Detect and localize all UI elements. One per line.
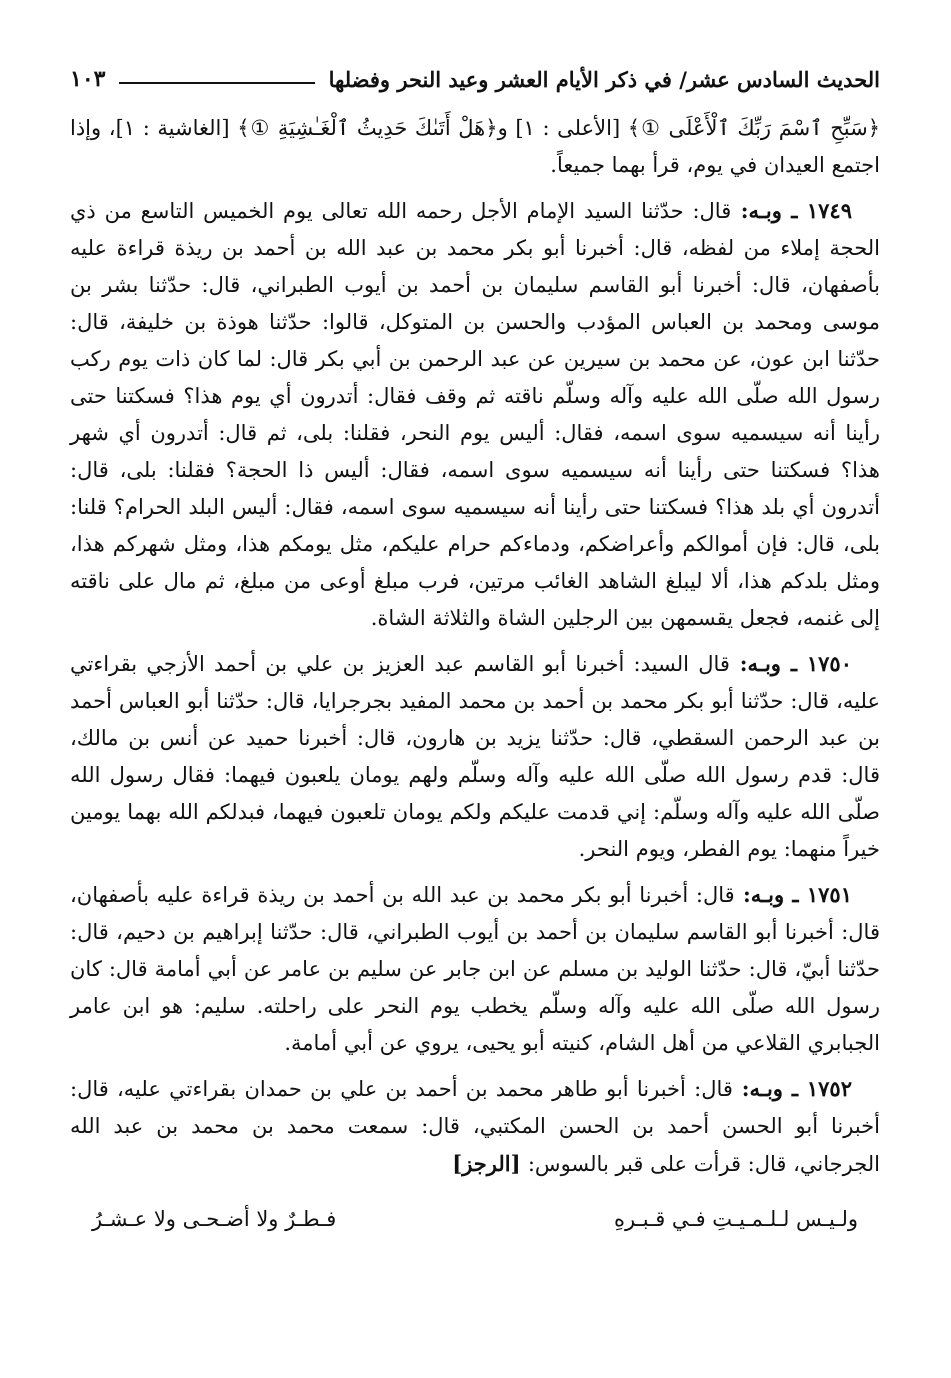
hadith-1751 xyxy=(70,876,880,1062)
chapter-title: الحديث السادس عشر/ في ذكر الأيام العشر وعيد النحر وفضلها xyxy=(328,66,880,92)
hadith-number: ١٧٥١ xyxy=(806,882,852,907)
hadith-text: قال: أخبرنا أبو طاهر محمد بن أحمد بن علي بن حمدان بقراءتي عليه، قال: أخبرنا أبو الحسن أحمد بن الحسن المكتبي، قال: سمعت محمد بن محمد بن عبد الله الجرجاني، قال: قرأت على قبر بالسوس: xyxy=(70,1077,880,1176)
hadith-marker: ـ وبـه: xyxy=(732,1076,807,1101)
hadith-text: قال: حدّثنا السيد الإمام الأجل رحمه الله تعالى يوم الخميس التاسع من ذي الحجة إملاء من لفظه، قال: أخبرنا أبو بكر محمد بن عبد الله بن أحمد بن ريذة قراءة عليه بأصفهان، قال: أخبرنا أبو القاسم سليمان بن أحمد بن أيوب الطبراني، قال: حدّثنا بشر بن موسى ومحمد بن العباس المؤدب والحسن بن المتوكل، قالوا: حدّثنا هوذة بن خليفة، قال: حدّثنا ابن عون، عن محمد بن سيرين عن عبد الرحمن بن أبي بكر قال: لما كان ذات يوم ركب رسول الله صلّى الله عليه وآله وسلّم ناقته ثم وقف فقال: أتدرون أي يوم هذا؟ فسكتنا حتى رأينا أنه سيسميه سوى اسمه، فقال: أليس يوم النحر، فقلنا: بلى، ثم قال: أتدرون أي شهر هذا؟ فسكتنا حتى رأينا أنه سيسميه سوى اسمه، فقال: أليس ذا الحجة؟ فقلنا: بلى، قال: أتدرون أي بلد هذا؟ فسكتنا حتى رأينا أنه سيسميه سوى اسمه، فقال: أليس البلد الحرام؟ قلنا: بلى، قال: فإن أموالكم وأعراضكم، ودماءكم حرام عليكم، مثل يومكم هذا، ومثل شهركم هذا، ومثل بلدكم هذا، ألا ليبلغ الشاهد الغائب مرتين، فرب مبلغ أوعى من مبلغ، ثم مال على ناقته إلى غنمه، فجعل يقسمهن بين الرجلين الشاة والثلاثة الشاة. xyxy=(70,199,880,630)
poem-second-hemistich: فـطـرٌ ولا أضـحـى ولا عـشـرُ xyxy=(92,1207,337,1231)
hadith-number: ١٧٥٢ xyxy=(806,1076,852,1101)
hadith-marker: ـ وبـه: xyxy=(729,651,807,676)
hadith-text: قال السيد: أخبرنا أبو القاسم عبد العزيز بن علي بن أحمد الأزجي بقراءتي عليه، قال: حدّثنا أبو بكر محمد بن أحمد بن محمد المفيد بجرجرايا، قال: حدّثنا أبو العباس أحمد بن عبد الرحمن السقطي، قال: حدّثنا يزيد بن هارون، قال: أخبرنا حميد عن أنس بن مالك، قال: قدم رسول الله صلّى الله عليه وآله وسلّم ولهم يومان يلعبون فيهما: فقال رسول الله صلّى الله عليه وآله وسلّم: إني قدمت عليكم ولكم يومان تلعبون فيهما، فبدلكم الله بهما يومين خيراً منهما: يوم الفطر، ويوم النحر. xyxy=(70,652,880,861)
header-rule xyxy=(119,82,314,84)
poem-verse xyxy=(70,1201,880,1238)
page-number: ١٠٣ xyxy=(70,65,106,92)
hadith-number: ١٧٥٠ xyxy=(806,651,852,676)
poem-meter: [الرجز] xyxy=(452,1151,528,1176)
hadith-marker: ـ وبـه: xyxy=(731,198,807,223)
poem-first-hemistich: ولـيـس لـلـمـيـتِ فـي قـبـرهِ xyxy=(613,1207,858,1231)
hadith-marker: ـ وبـه: xyxy=(734,882,807,907)
book-page xyxy=(70,52,880,1238)
hadith-number: ١٧٤٩ xyxy=(806,198,852,223)
intro-paragraph: ﴿سَبِّحِ ٱسْمَ رَبِّكَ ٱلْأَعْلَى ①﴾ [الأعلى : ١] و﴿هَلْ أَتَىٰكَ حَدِيثُ ٱلْغَـٰشِيَةِ ①﴾ [الغاشية : ١]، وإذا اجتمع العيدان في يوم، قرأ بهما جميعاً. xyxy=(70,116,881,177)
hadith-text: قال: أخبرنا أبو بكر محمد بن عبد الله بن أحمد بن ريذة قراءة عليه بأصفهان، قال: أخبرنا أبو القاسم سليمان بن أحمد بن أيوب الطبراني، قال: حدّثنا إبراهيم بن دحيم، قال: حدّثنا أبيّ، قال: حدّثنا الوليد بن مسلم عن ابن جابر عن سليم بن عامر عن أبي أمامة قال: كان رسول الله صلّى الله عليه وآله وسلّم يخطب يوم النحر على راحلته. سليم: هو ابن عامر الجبابري القلاعي من أهل الشام، كنيته أبو يحيى، يروي عن أبي أمامة. xyxy=(70,883,880,1055)
hadith-1749 xyxy=(70,192,880,637)
hadith-1750 xyxy=(70,645,880,868)
hadith-1752 xyxy=(70,1070,880,1183)
running-header xyxy=(70,52,880,92)
